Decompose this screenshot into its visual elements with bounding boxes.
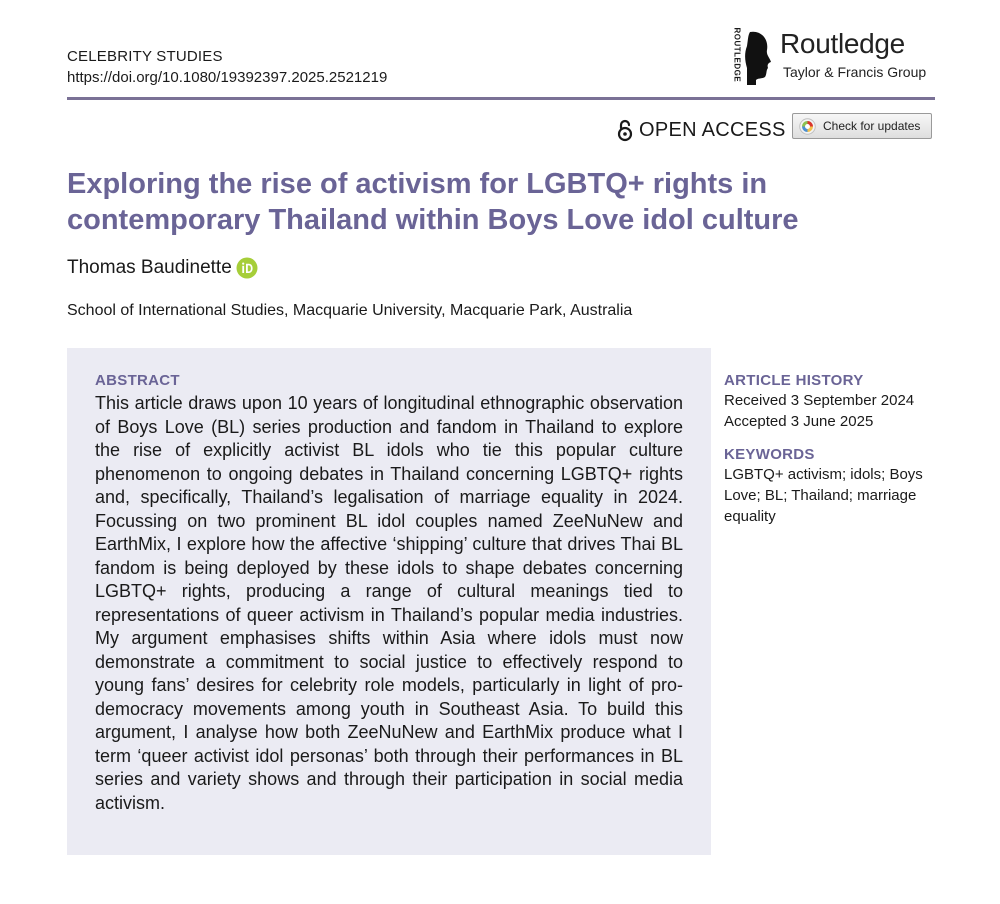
- crossmark-icon: [799, 118, 816, 135]
- publisher-vertical-label: ROUTLEDGE: [732, 27, 742, 83]
- article-history-heading: ARTICLE HISTORY: [724, 372, 864, 389]
- doi-link[interactable]: https://doi.org/10.1080/19392397.2025.2521219: [67, 69, 388, 86]
- routledge-head-icon: [744, 28, 774, 86]
- open-access-lock-icon: [617, 118, 633, 142]
- abstract-body: This article draws upon 10 years of longitudinal ethnographic observation of Boys Love (BL) series production and fandom in Thailand to explore the rise of explicitly activist BL idols who tie this popular culture phenomenon to ongoing debates in Thailand concerning LGBTQ+ rights and, specifically, Thailand’s legalisation of marriage equality in 2024. Focussing on two prominent BL idol couples named ZeeNuNew and EarthMix, I explore how the affective ‘shipping’ culture that drives Thai BL fandom is being deployed by these idols to shape debates concerning LGBTQ+ rights, producing a range of cultural meanings tied to representations of queer activism in Thailand’s popular media industries. My argument emphasises shifts within Asia where idols must now demonstrate a commitment to social justice to effectively respond to young fans’ desires for celebrity role models, particularly in light of pro-democracy movements among youth in Southeast Asia. To build this argument, I analyse how both ZeeNuNew and EarthMix produce what I term ‘queer activist idol personas’ both through their performances in BL series and variety shows and through their participation in social media activism.: [95, 393, 683, 813]
- check-for-updates-label: Check for updates: [823, 119, 921, 133]
- article-title: Exploring the rise of activism for LGBTQ+ rights in contemporary Thailand within Boys Love idol culture: [67, 168, 799, 236]
- journal-name: CELEBRITY STUDIES: [67, 48, 223, 65]
- open-access-label: OPEN ACCESS: [639, 118, 786, 141]
- check-for-updates-button[interactable]: [792, 113, 932, 139]
- article-history: [724, 371, 939, 432]
- abstract-panel: [67, 348, 711, 855]
- abstract-heading: ABSTRACT: [95, 372, 180, 389]
- header-divider: [67, 97, 935, 100]
- keywords-section: [724, 445, 939, 527]
- author-affiliation: School of International Studies, Macquarie University, Macquarie Park, Australia: [67, 302, 633, 319]
- received-date: Received 3 September 2024: [724, 392, 915, 409]
- publisher-name: Routledge: [780, 28, 905, 59]
- accepted-date: Accepted 3 June 2025: [724, 413, 874, 430]
- orcid-icon[interactable]: [236, 257, 258, 279]
- publisher-group: Taylor & Francis Group: [783, 64, 927, 80]
- publisher-logo[interactable]: [730, 26, 940, 88]
- author-line: [67, 257, 258, 279]
- publisher-vertical-text: [730, 27, 744, 84]
- keywords-list: LGBTQ+ activism; idols; Boys Love; BL; Thailand; marriage equality: [724, 466, 923, 525]
- keywords-heading: KEYWORDS: [724, 446, 815, 463]
- open-access-badge: [617, 116, 786, 144]
- author-name[interactable]: Thomas Baudinette: [67, 257, 232, 278]
- article-metadata: [724, 371, 939, 527]
